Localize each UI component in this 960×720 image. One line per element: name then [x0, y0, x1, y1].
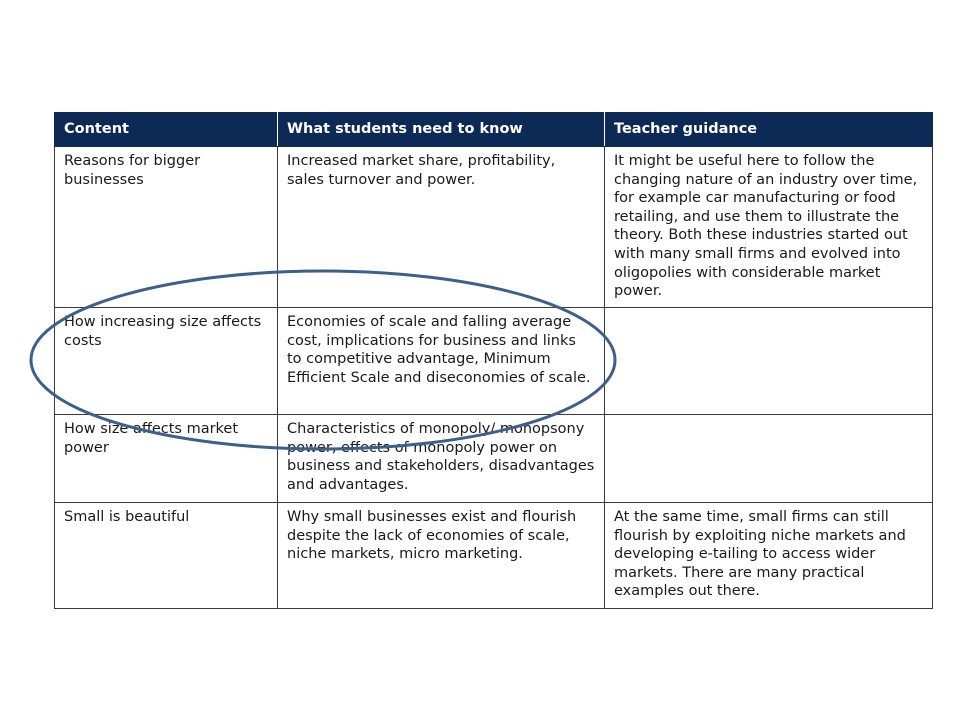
header-teacher-guidance: Teacher guidance [605, 113, 933, 147]
guidance-cell: At the same time, small firms can still flourish by exploiting niche markets and developing e-tailing to access wider markets. There are many practical examples out there. [605, 503, 933, 609]
content-cell: Small is beautiful [55, 503, 278, 609]
content-cell: How increasing size affects costs [55, 308, 278, 415]
guidance-cell: It might be useful here to follow the changing nature of an industry over time, for example car manufacturing or food retailing, and use them to illustrate the theory. Both these industries started out with many small firms and evolved into oligopolies with considerable market power. [605, 147, 933, 308]
header-what-students-need-to-know: What students need to know [278, 113, 605, 147]
curriculum-table [54, 112, 933, 609]
content-cell: Reasons for bigger businesses [55, 147, 278, 308]
table-row [55, 147, 933, 308]
table-row [55, 308, 933, 415]
know-cell: Economies of scale and falling average cost, implications for business and links to competitive advantage, Minimum Efficient Scale and diseconomies of scale. [278, 308, 605, 415]
header-content: Content [55, 113, 278, 147]
know-cell: Increased market share, profitability, sales turnover and power. [278, 147, 605, 308]
table-row [55, 415, 933, 503]
table-header-row [55, 113, 933, 147]
know-cell: Why small businesses exist and flourish despite the lack of economies of scale, niche markets, micro marketing. [278, 503, 605, 609]
table-row [55, 503, 933, 609]
know-cell: Characteristics of monopoly/ monopsony power, effects of monopoly power on business and stakeholders, disadvantages and advantages. [278, 415, 605, 503]
guidance-cell [605, 308, 933, 415]
guidance-cell [605, 415, 933, 503]
content-cell: How size affects market power [55, 415, 278, 503]
